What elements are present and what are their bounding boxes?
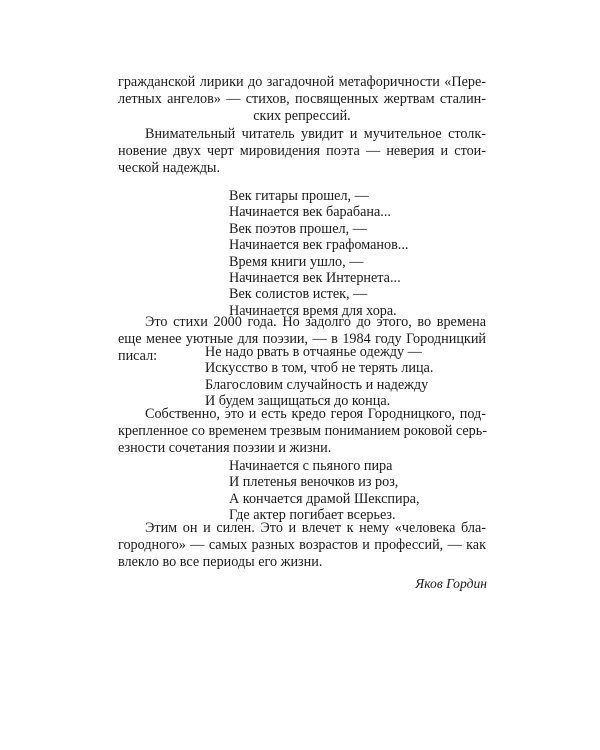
text-line: Собственно, это и есть кредо героя Городницкого, под- — [145, 406, 486, 422]
verse-line: Время книги ушло, — — [229, 253, 364, 270]
text-line: езности сочетания поэзии и жизни. — [118, 440, 332, 457]
verse-line: Где актер погибает всерьез. — [229, 507, 396, 524]
text-line: ских репрессий. — [253, 108, 351, 125]
verse-line: Начинается время для хора. — [229, 302, 397, 319]
poem-drunken-feast — [229, 458, 420, 524]
poem-guitar-age — [229, 188, 408, 319]
verse-line: Век поэтов прошел, — — [229, 220, 367, 237]
text-line: Этим он и силен. Это и влечет к нему «человека бла- — [145, 520, 486, 536]
text-line: писал: — [118, 348, 158, 365]
paragraph-attentive-reader — [118, 126, 486, 178]
text-line: летных ангелов» — стихов, посвященных жертвам сталин- — [118, 91, 486, 108]
verse-line: А кончается драмой Шекспира, — [229, 490, 420, 507]
text-line: влекло во все периоды его жизни. — [118, 554, 323, 571]
text-line: еще менее уютные для поэзии, — в 1984 году Городницкий — [118, 331, 486, 348]
text-line: гражданской лирики до загадочной метафоричности «Пере- — [118, 74, 486, 90]
verse-line: Век солистов истек, — — [229, 286, 368, 303]
verse-line: Век гитары прошел, — — [229, 188, 369, 204]
text-line: ческой надежды. — [118, 160, 220, 177]
text-line: городного» — самых разных возрастов и профессий, — как — [118, 537, 486, 554]
poem-dont-tear-clothes — [205, 344, 433, 410]
verse-line: Начинается с пьяного пира — [229, 458, 393, 474]
text-line: новение двух черт мировидения поэта — неверия и стои- — [118, 143, 486, 160]
verse-line: Искусство в том, чтоб не терять лица. — [205, 360, 434, 377]
text-line: Внимательный читатель увидит и мучительное столк- — [145, 126, 486, 142]
paragraph-strength — [118, 520, 486, 572]
verse-line: Начинается век барабана... — [229, 204, 391, 221]
verse-line: Не надо рвать в отчаянье одежду — — [205, 344, 422, 360]
verse-line: Благословим случайность и надежду — [205, 376, 429, 393]
verse-line: Начинается век графоманов... — [229, 237, 409, 254]
verse-line: И будем защищаться до конца. — [205, 393, 391, 410]
verse-line: Начинается век Интернета... — [229, 269, 401, 286]
author-signature: Яков Гордин — [415, 576, 487, 591]
paragraph-lyric-range — [118, 74, 486, 126]
text-line: Это стихи 2000 года. Но задолго до этого, во времена — [145, 314, 486, 330]
verse-line: И плетенья веночков из роз, — [229, 474, 399, 491]
text-line: крепленное со временем трезвым пониманием роковой серь- — [118, 423, 487, 440]
paragraph-credo — [118, 406, 486, 458]
